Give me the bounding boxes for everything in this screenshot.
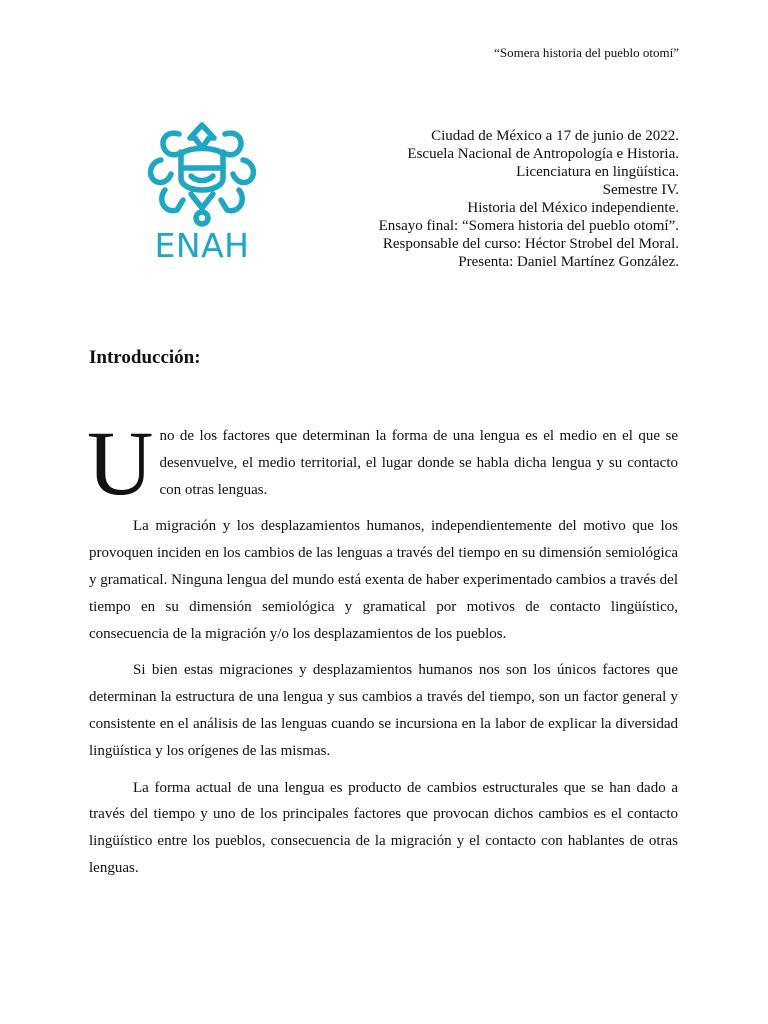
- info-line-program: Licenciatura en lingüística.: [516, 164, 679, 180]
- info-line-semester: Semestre IV.: [602, 182, 679, 198]
- drop-cap: U: [87, 412, 154, 514]
- section-title: Introducción:: [89, 347, 201, 368]
- info-line-essay: Ensayo final: “Somera historia del pueblo otomí”.: [378, 218, 679, 234]
- essay-body: [87, 412, 678, 892]
- info-line-author: Presenta: Daniel Martínez González.: [458, 254, 679, 270]
- info-line-instructor: Responsable del curso: Héctor Strobel del Moral.: [382, 236, 679, 252]
- document-info-block: [379, 127, 679, 271]
- paragraph-3: Si bien estas migraciones y desplazamientos humanos nos son los únicos factores que determinan la estructura de una lengua y sus cambios a través del tiempo, son un factor general y consistente en el análisis de las lenguas cuando se incursiona en la labor de explicar la diversidad lingüística y los orígenes de las mismas.: [89, 662, 678, 759]
- enah-logo-text: ENAH: [154, 226, 250, 265]
- enah-logo: [143, 120, 261, 268]
- info-line-school: Escuela Nacional de Antropología e Historia.: [407, 146, 679, 162]
- paragraph-1-text: no de los factores que determinan la forma de una lengua es el medio en el que se desenvuelve, el medio territorial, el lugar donde se habla dicha lengua y su contacto con otras lenguas.: [159, 428, 678, 498]
- paragraph-2: La migración y los desplazamientos humanos, independientemente del motivo que los provoquen inciden en los cambios de las lenguas a través del tiempo en su dimensión semiológica y gramatical. Ninguna lengua del mundo está exenta de haber experimentado cambios a través del tiempo en su dimensión semiológica y gramatical por motivos de contacto lingüístico, consecuencia de la migración y/o los desplazamientos de los pueblos.: [89, 518, 678, 642]
- running-header: “Somera historia del pueblo otomí”: [494, 45, 679, 60]
- paragraph-1: [87, 412, 678, 514]
- info-line-date: Ciudad de México a 17 de junio de 2022.: [431, 128, 679, 144]
- enah-emblem-icon: [143, 120, 261, 230]
- info-line-course: Historia del México independiente.: [467, 200, 679, 216]
- paragraph-4: La forma actual de una lengua es producto de cambios estructurales que se han dado a través del tiempo y uno de los principales factores que provocan dichos cambios es el contacto lingüístico entre los pueblos, consecuencia de la migración y el contacto con hablantes de otras lenguas.: [89, 779, 678, 876]
